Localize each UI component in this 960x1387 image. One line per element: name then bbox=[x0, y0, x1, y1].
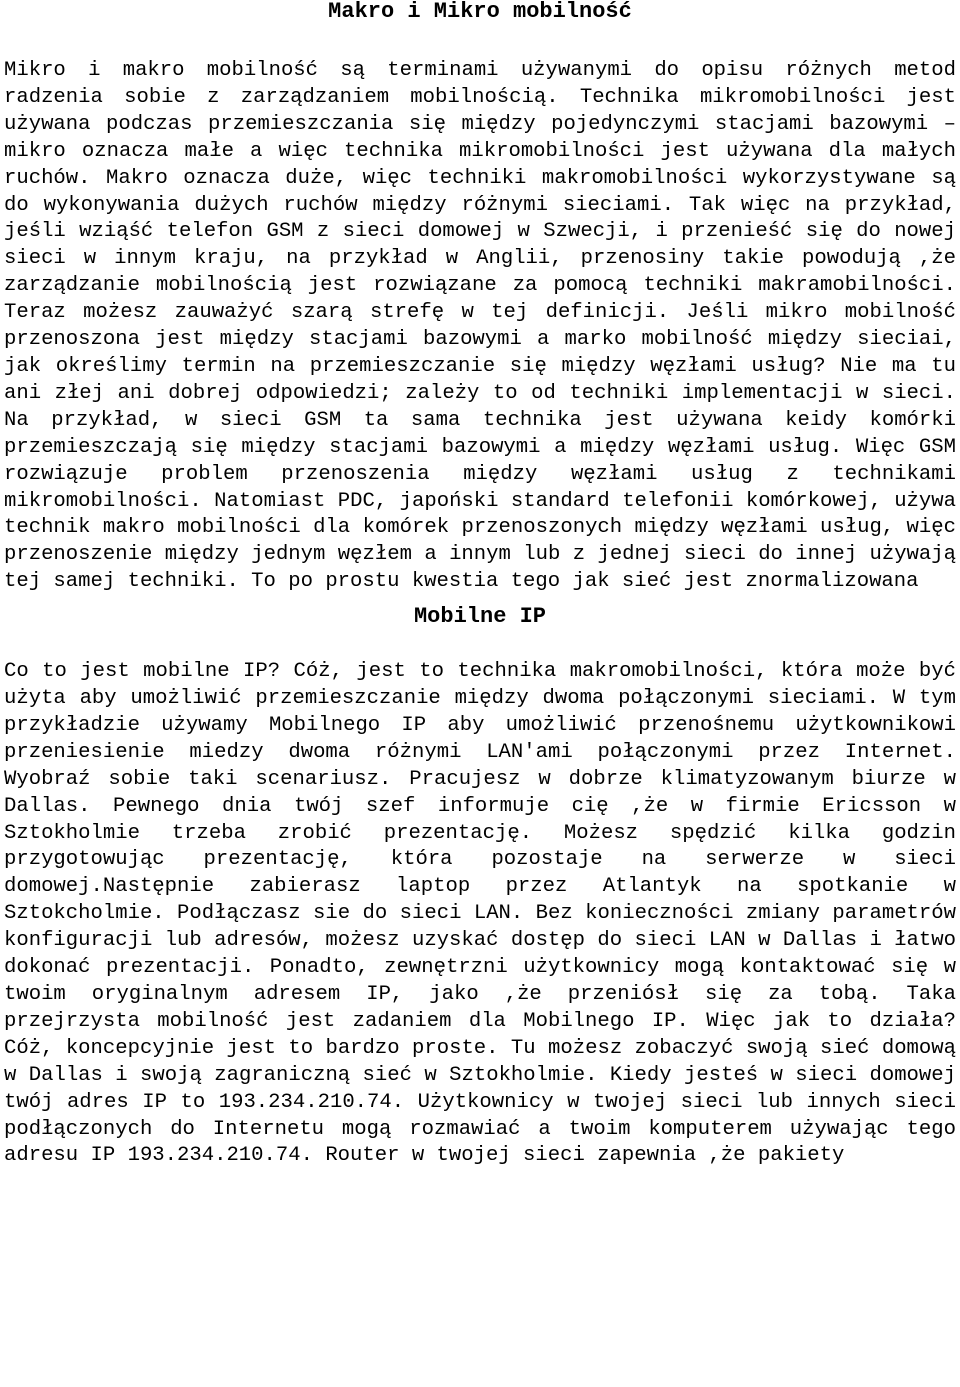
section-body-mobilne-ip: Co to jest mobilne IP? Cóż, jest to technika makromobilności, która może być użyta aby umożliwić przemieszczanie między dwoma połączonymi sieciami. W tym przykładzie używamy Mobilnego IP aby umożliwić przenośnemu użytkownikowi przeniesienie miedzy dwoma różnymi LAN'ami połączonymi przez Internet. Wyobraź sobie taki scenariusz. Pracujesz w dobrze klimatyzowanym biurze w Dallas. Pewnego dnia twój szef informuje cię ,że w firmie Ericsson w Sztokholmie trzeba zrobić prezentację. Możesz spędzić kilka godzin przygotowując prezentację, która pozostaje na serwerze w sieci domowej.Następnie zabierasz laptop przez Atlantyk na spotkanie w Sztokcholmie. Podłączasz sie do sieci LAN. Bez konieczności zmiany parametrów konfiguracji lub adresów, możesz uzyskać dostęp do sieci LAN w Dallas i łatwo dokonać prezentacji. Ponadto, zewnętrzni użytkownicy mogą kontaktować się w twoim oryginalnym adresem IP, jako ,że przeniósł się za tobą. Taka przejrzysta mobilność jest zadaniem dla Mobilnego IP. Więc jak to działa? Cóż, koncepcyjnie jest to bardzo proste. Tu możesz zobaczyć swoją sieć domową w Dallas i swoją zagraniczną sieć w Sztokholmie. Kiedy jesteś w sieci domowej twój adres IP to 193.234.210.74. Użytkownicy w twojej sieci lub innych sieci podłączonych do Internetu mogą rozmawiać a twoim komputerem używając tego adresu IP 193.234.210.74. Router w twojej sieci zapewnia ,że pakiety bbox=[4, 660, 956, 1168]
section-body-makro-mikro: Mikro i makro mobilność są terminami używanymi do opisu różnych metod radzenia sobie z zarządzaniem mobilnością. Technika mikromobilności jest używana podczas przemieszczania się między pojedynczymi stacjami bazowymi – mikro oznacza małe a więc technika mikromobilności jest używana dla małych ruchów. Makro oznacza duże, więc techniki makromobilności wykorzystywane są do wykonywania dużych ruchów między różnymi sieciami. Tak więc na przykład, jeśli wziąść telefon GSM z sieci domowej w Szwecji, i przenieść się do nowej sieci w innym kraju, na przykład w Anglii, przenosiny takie powodują ,że zarządzanie mobilnością jest rozwiązane za pomocą techniki makramobilności. Teraz możesz zauważyć szarą strefę w tej definicji. Jeśli mikro mobilność przenoszona jest między stacjami bazowymi a marko mobilność między sieciai, jak określimy termin na przemieszczanie się między węzłami usług? Nie ma tu ani złej ani dobrej odpowiedzi; zależy to od techniki implementacji w sieci. Na przykład, w sieci GSM ta sama technika jest używana keidy komórki przemieszczają się między stacjami bazowymi a między węzłami usług. Więc GSM rozwiązuje problem przenoszenia między węzłami usług z technikami mikromobilności. Natomiast PDC, japoński standard telefonii komórkowej, używa technik makro mobilności dla komórek przenoszonych między węzłami usług, więc przenoszenie między jednym węzłem a innym lub z jednej sieci do innej używają tej samej techniki. To po prostu kwestia tego jak sieć jest znormalizowana bbox=[4, 59, 956, 594]
document-page bbox=[4, 0, 956, 1170]
section-heading-mobilne-ip: Mobilne IP bbox=[413, 604, 547, 630]
section-heading-makro-mikro: Makro i Mikro mobilność bbox=[328, 0, 632, 24]
